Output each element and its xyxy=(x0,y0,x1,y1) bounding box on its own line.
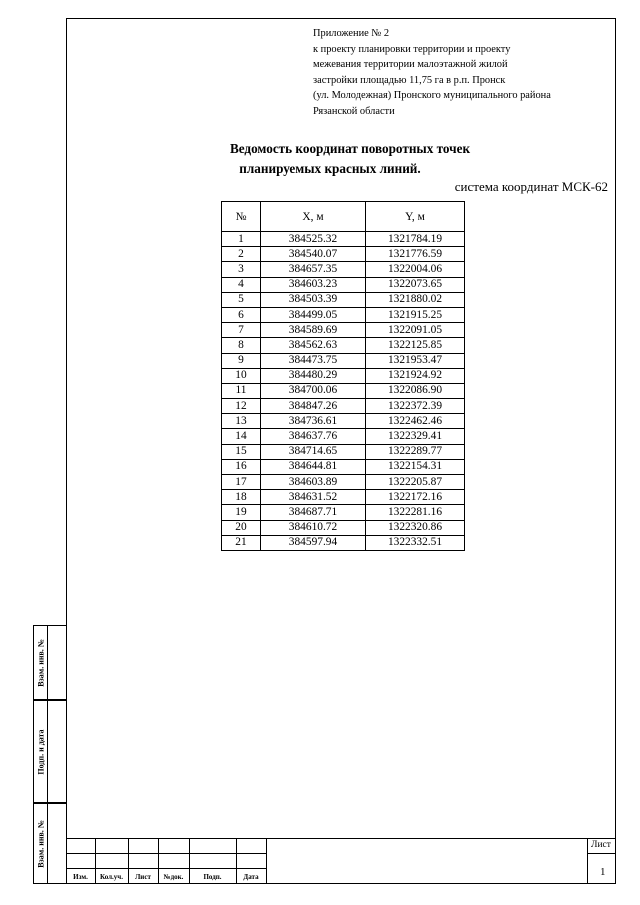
header-y: Y, м xyxy=(366,202,465,232)
cell-y: 1321924.92 xyxy=(366,368,465,383)
cell-y: 1321880.02 xyxy=(366,292,465,307)
table-row xyxy=(222,262,465,277)
cell-y: 1322172.16 xyxy=(366,490,465,505)
cell-number: 17 xyxy=(222,475,261,490)
cell-number: 8 xyxy=(222,338,261,353)
side-label: Взам. инв. № xyxy=(36,819,45,868)
cell-number: 12 xyxy=(222,399,261,414)
cell-number: 15 xyxy=(222,444,261,459)
table-row xyxy=(222,399,465,414)
cell-y: 1322329.41 xyxy=(366,429,465,444)
cell-x: 384687.71 xyxy=(261,505,366,520)
table-body xyxy=(222,232,465,551)
cell-y: 1322289.77 xyxy=(366,444,465,459)
cell-y: 1322154.31 xyxy=(366,459,465,474)
note-line: (ул. Молодежная) Пронского муниципального района xyxy=(313,90,551,102)
table-header-row xyxy=(222,202,465,232)
table-row xyxy=(222,444,465,459)
cell-x: 384631.52 xyxy=(261,490,366,505)
side-cell-replacement xyxy=(33,625,66,700)
cell-number: 4 xyxy=(222,277,261,292)
title-line-1: Ведомость координат поворотных точек xyxy=(229,141,471,156)
cell-x: 384610.72 xyxy=(261,520,366,535)
title-block xyxy=(66,838,616,884)
stamp-col-date: Дата xyxy=(243,873,259,881)
cell-y: 1322086.90 xyxy=(366,383,465,398)
cell-number: 7 xyxy=(222,323,261,338)
cell-y: 1322320.86 xyxy=(366,520,465,535)
document-title xyxy=(180,139,520,179)
stamp-col-count: Кол.уч. xyxy=(99,873,123,881)
cell-y: 1322205.87 xyxy=(366,475,465,490)
appendix-note xyxy=(313,26,623,120)
coordinate-system: система координат МСК-62 xyxy=(454,179,608,194)
cell-number: 19 xyxy=(222,505,261,520)
cell-y: 1322332.51 xyxy=(366,535,465,550)
cell-number: 9 xyxy=(222,353,261,368)
sheet-label: Лист xyxy=(591,840,611,850)
cell-x: 384603.89 xyxy=(261,475,366,490)
note-line: Рязанской области xyxy=(313,105,395,117)
table-row xyxy=(222,414,465,429)
cell-number: 14 xyxy=(222,429,261,444)
title-line-2: планируемых красных линий. xyxy=(239,161,421,176)
table-row xyxy=(222,520,465,535)
table-row xyxy=(222,292,465,307)
table-row xyxy=(222,490,465,505)
table-row xyxy=(222,459,465,474)
cell-x: 384499.05 xyxy=(261,307,366,322)
cell-number: 16 xyxy=(222,459,261,474)
table-row xyxy=(222,475,465,490)
cell-number: 2 xyxy=(222,247,261,262)
table-row xyxy=(222,232,465,247)
cell-x: 384589.69 xyxy=(261,323,366,338)
cell-y: 1321915.25 xyxy=(366,307,465,322)
cell-y: 1321953.47 xyxy=(366,353,465,368)
cell-x: 384603.23 xyxy=(261,277,366,292)
cell-x: 384847.26 xyxy=(261,399,366,414)
cell-x: 384700.06 xyxy=(261,383,366,398)
sheet-number: 1 xyxy=(600,866,606,878)
cell-x: 384714.65 xyxy=(261,444,366,459)
table-row xyxy=(222,277,465,292)
side-strip xyxy=(33,625,66,884)
table-row xyxy=(222,338,465,353)
cell-number: 6 xyxy=(222,307,261,322)
cell-number: 3 xyxy=(222,262,261,277)
cell-number: 13 xyxy=(222,414,261,429)
cell-x: 384562.63 xyxy=(261,338,366,353)
stamp-col-doc: №док. xyxy=(163,873,184,881)
cell-number: 18 xyxy=(222,490,261,505)
table-row xyxy=(222,368,465,383)
coordinates-table xyxy=(221,201,465,551)
table-row xyxy=(222,323,465,338)
stamp-col-signature: Подп. xyxy=(203,873,222,881)
cell-y: 1322281.16 xyxy=(366,505,465,520)
cell-number: 5 xyxy=(222,292,261,307)
cell-y: 1322462.46 xyxy=(366,414,465,429)
cell-x: 384503.39 xyxy=(261,292,366,307)
cell-x: 384525.32 xyxy=(261,232,366,247)
cell-x: 384480.29 xyxy=(261,368,366,383)
table-row xyxy=(222,307,465,322)
cell-y: 1322372.39 xyxy=(366,399,465,414)
header-number: № xyxy=(222,202,261,232)
stamp-col-change: Изм. xyxy=(73,873,88,881)
cell-y: 1322004.06 xyxy=(366,262,465,277)
cell-x: 384637.76 xyxy=(261,429,366,444)
table-row xyxy=(222,429,465,444)
side-label: Подп. и дата xyxy=(36,728,45,775)
note-line: застройки площадью 11,75 га в р.п. Пронск xyxy=(313,74,506,86)
cell-y: 1322091.05 xyxy=(366,323,465,338)
table-row xyxy=(222,247,465,262)
cell-x: 384736.61 xyxy=(261,414,366,429)
cell-x: 384644.81 xyxy=(261,459,366,474)
cell-number: 10 xyxy=(222,368,261,383)
cell-x: 384473.75 xyxy=(261,353,366,368)
cell-number: 1 xyxy=(222,232,261,247)
stamp-col-sheet: Лист xyxy=(135,873,151,881)
cell-y: 1322073.65 xyxy=(366,277,465,292)
table-row xyxy=(222,383,465,398)
cell-y: 1321776.59 xyxy=(366,247,465,262)
table-row xyxy=(222,535,465,550)
cell-x: 384540.07 xyxy=(261,247,366,262)
note-line: к проекту планировки территории и проекту xyxy=(313,43,511,55)
cell-y: 1322125.85 xyxy=(366,338,465,353)
side-cell-signature xyxy=(33,700,66,803)
cell-number: 20 xyxy=(222,520,261,535)
note-line: межевания территории малоэтажной жилой xyxy=(313,59,508,71)
cell-x: 384597.94 xyxy=(261,535,366,550)
cell-x: 384657.35 xyxy=(261,262,366,277)
table-row xyxy=(222,505,465,520)
side-label: Взам. инв. № xyxy=(36,638,45,687)
cell-number: 11 xyxy=(222,383,261,398)
cell-y: 1321784.19 xyxy=(366,232,465,247)
cell-number: 21 xyxy=(222,535,261,550)
note-line: Приложение № 2 xyxy=(313,28,390,39)
table-row xyxy=(222,353,465,368)
side-cell-inventory xyxy=(33,803,66,884)
header-x: X, м xyxy=(261,202,366,232)
